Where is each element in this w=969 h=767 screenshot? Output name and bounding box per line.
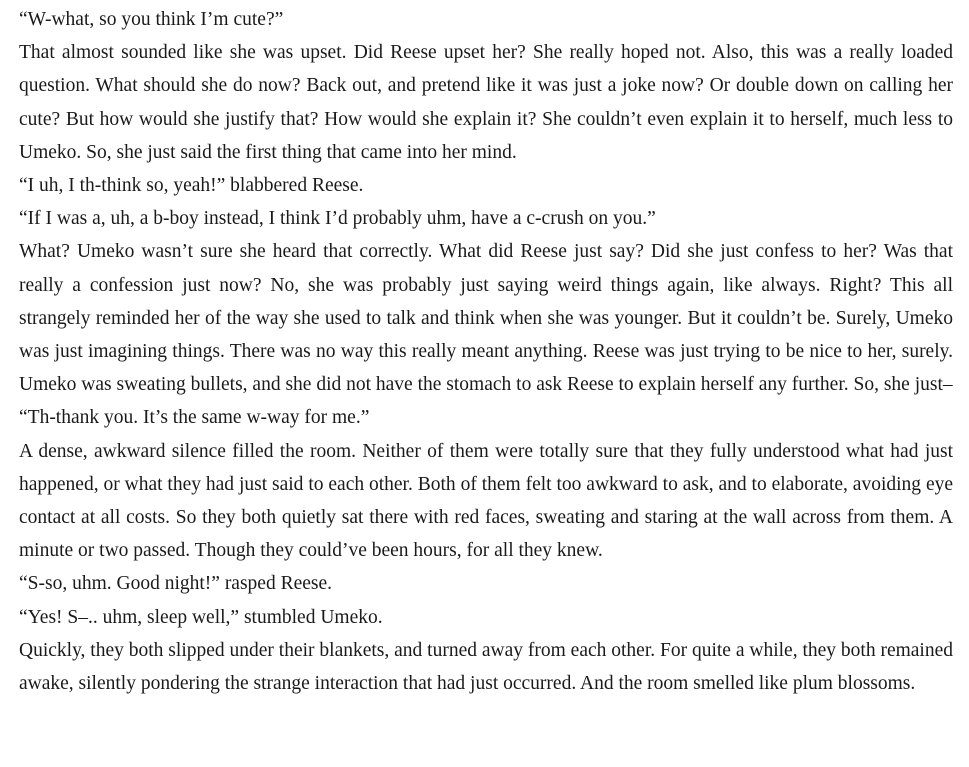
paragraph-dialogue-thank-you: “Th-thank you. It’s the same w-way for me.” xyxy=(19,407,370,429)
document-body xyxy=(19,3,953,700)
paragraph-awkward-silence: A dense, awkward silence filled the room. Neither of them were totally sure that they fully understood what had just happened, or what they had just said to each other. Both of them felt too awkward to ask, and to elaborate, avoiding eye contact at all costs. So they both quietly sat there with red faces, sweating and staring at the wall across from them. A minute or two passed. Though they could’ve been hours, for all they knew. xyxy=(19,440,953,562)
paragraph-umeko-thoughts: What? Umeko wasn’t sure she heard that correctly. What did Reese just say? Did she just confess to her? Was that really a confession just now? No, she was probably just saying weird things again, like always. Right? This all strangely reminded her of the way she used to talk and think when she was younger. But it couldn’t be. Surely, Umeko was just imagining things. There was no way this really meant anything. Reese was just trying to be nice to her, surely. Umeko was sweating bullets, and she did not have the stomach to ask Reese to explain herself any further. So, she just– xyxy=(19,241,953,396)
paragraph-dialogue-good-night: “S-so, uhm. Good night!” rasped Reese. xyxy=(19,573,333,595)
paragraph-closing: Quickly, they both slipped under their blankets, and turned away from each other. For quite a while, they both remained awake, silently pondering the strange interaction that had just occurred. And the room smelled like plum blossoms. xyxy=(19,639,953,695)
paragraph-dialogue-sleep-well: “Yes! S–.. uhm, sleep well,” stumbled Umeko. xyxy=(19,606,383,628)
paragraph-reese-thoughts: That almost sounded like she was upset. Did Reese upset her? She really hoped not. Also, this was a really loaded question. What should she do now? Back out, and pretend like it was just a joke now? Or double down on calling her cute? But how would she justify that? How would she explain it? She couldn’t even explain it to herself, much less to Umeko. So, she just said the first thing that came into her mind. xyxy=(19,42,953,163)
paragraph-dialogue-reese-reply: “I uh, I th-think so, yeah!” blabbered Reese. xyxy=(19,175,364,197)
paragraph-dialogue-cute-question: “W-what, so you think I’m cute?” xyxy=(19,9,284,30)
paragraph-dialogue-crush: “If I was a, uh, a b-boy instead, I think I’d probably uhm, have a c-crush on you.” xyxy=(19,208,656,230)
